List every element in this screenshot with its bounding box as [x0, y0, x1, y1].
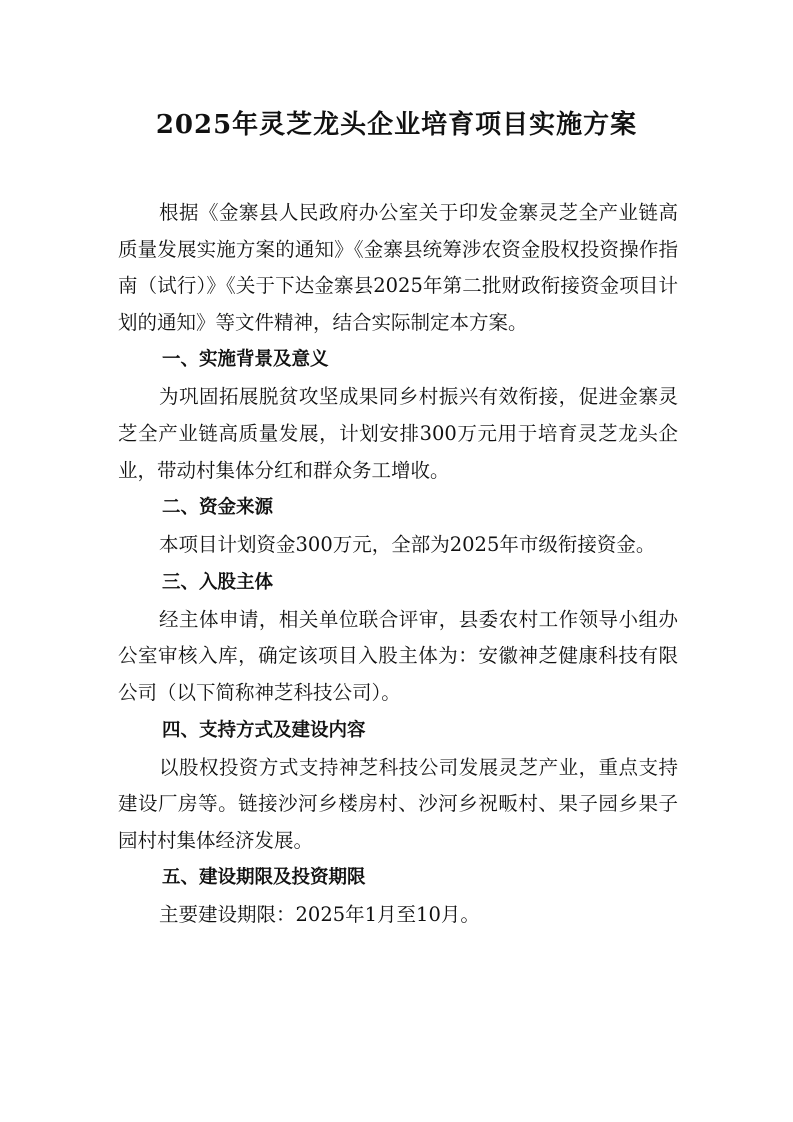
section-background: [118, 341, 678, 489]
section-equity-subject: [118, 564, 678, 712]
document-title: 2025年灵芝龙头企业培育项目实施方案: [155, 110, 638, 140]
section-construction-period: [118, 859, 678, 934]
section-paragraph: 为巩固拓展脱贫攻坚成果同乡村振兴有效衔接，促进金寨灵芝全产业链高质量发展，计划安排300万元用于培育灵芝龙头企业，带动村集体分红和群众务工增收。: [118, 385, 678, 482]
section-funding-source: [118, 489, 678, 564]
section-heading: 一、实施背景及意义: [162, 349, 329, 371]
document-body: [118, 195, 678, 934]
section-heading: 五、建设期限及投资期限: [162, 867, 366, 889]
section-heading: 二、资金来源: [162, 497, 274, 519]
section-paragraph: 经主体申请，相关单位联合评审，县委农村工作领导小组办公室审核入库，确定该项目入股主体为：安徽神芝健康科技有限公司（以下简称神芝科技公司）。: [118, 607, 678, 704]
section-heading: 四、支持方式及建设内容: [162, 719, 366, 741]
section-support-method: [118, 712, 678, 860]
section-heading: 三、入股主体: [162, 571, 274, 593]
section-paragraph: 以股权投资方式支持神芝科技公司发展灵芝产业，重点支持建设厂房等。链接沙河乡楼房村、沙河乡祝畈村、果子园乡果子园村村集体经济发展。: [118, 755, 678, 852]
section-paragraph: 主要建设期限：2025年1月至10月。: [159, 903, 480, 927]
section-paragraph: 本项目计划资金300万元，全部为2025年市级衔接资金。: [159, 533, 656, 557]
intro-paragraph: 根据《金寨县人民政府办公室关于印发金寨灵芝全产业链高质量发展实施方案的通知》《金寨县统筹涉农资金股权投资操作指南（试行）》《关于下达金寨县2025年第二批财政衔接资金项目计划的通知》等文件精神，结合实际制定本方案。: [118, 201, 678, 334]
